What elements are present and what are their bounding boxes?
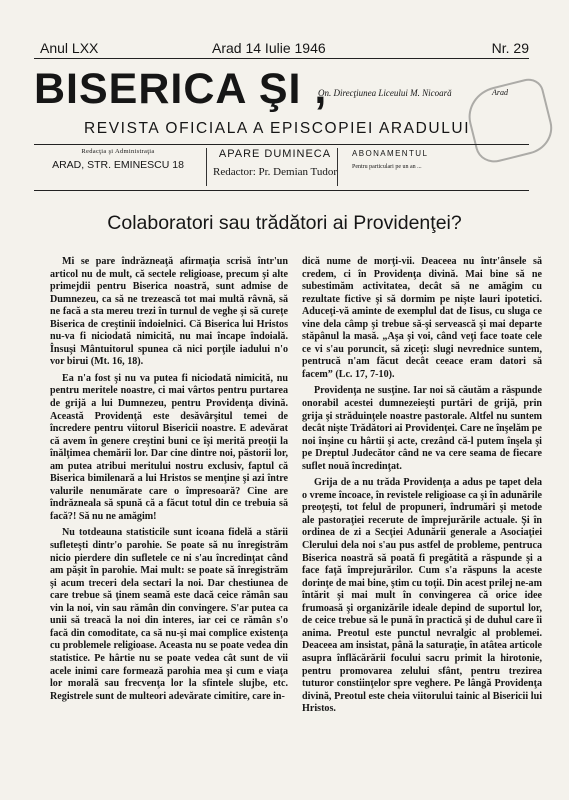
top-rule	[34, 58, 529, 59]
administration-cell	[34, 148, 202, 186]
subscription-label: ABONAMENTUL	[352, 149, 429, 158]
info-row	[34, 148, 529, 190]
paragraph: Grija de a nu trăda Providenţa a adus pe tapet dela o vreme încoace, în revistele religioase ca şi în adunările preoţeşti, tot felul de propuneri, îndrumări şi metode ale pastoraţiei recerute de împrejurările actuale. Şi în ordinea de zi a Secţiei Adunării generale a Asociaţiei Clerului dela noi s'au pus astfel de probleme, pentruca Biserica noastră să poată fi pregătită a răspunde şi a face faţă împrejurărilor. Cum s'a răspuns la aceste dorinţe de mai bine, ştim cu toţii. Din acest prilej ne-am întărit şi mai mult în convingerea că orice idee frumoasă şi organizările ideale depind de suportul lor, de ceice trebue să le pună în practică şi de duhul care îi anima. Preotul este punctul nevralgic al problemei. Deaceea am insistat, până la saturaţie, în atâtea articole asupra înflăcărării focului sacru primit la hirotonie, pentru promovarea zelului sfânt, pentru trezirea tuturor constiinţelor spre veghere. Pe lângă Providenţa divină, Preotul este cheia viitorului tainic al Bisericii lui Hristos.	[302, 477, 542, 715]
editor-text: Redactor: Pr. Demian Tudor	[213, 166, 338, 178]
administration-address: ARAD, STR. EMINESCU 18	[52, 159, 184, 171]
info-rule	[34, 190, 529, 191]
subscription-note: Pentru particulari pe un an ...	[352, 164, 422, 170]
masthead-subtitle: REVISTA OFICIALA A EPISCOPIEI ARADULUI	[84, 120, 471, 137]
volume-year: Anul LXX	[40, 40, 99, 56]
paragraph: Ea n'a fost şi nu va putea fi niciodată nimicită, nu pentru meritele noastre, ci mai vârtos pentru purtarea de grijă a lui Dumnezeu, pentru Providenţa divină. Această Providenţă este desăvârşitul temei de încredere pentru viitorul Bisericii noastre. E adevărat că avem în genere creştini buni ce îşi merită preoţii la înălţimea chemării lor. Dar cine dintre noi, păstorii lor, am putea atribui meritului nostru exclusiv, faptul că Biserica bimilenară a lui Hristos se menţine şi azi între valurile nenumărate care o împresoară? Cine are îndrăzneala să spună că a făcut totul din ce trebuia să facă?! Să nu ne amăgim!	[50, 372, 288, 522]
subscription-cell	[352, 148, 528, 186]
masthead-rule	[34, 144, 529, 145]
administration-label: Redacţia şi Administraţia	[81, 148, 155, 155]
article-column-right	[302, 256, 542, 720]
ownership-city: Arad	[492, 88, 508, 97]
paragraph: Providenţa ne susţine. Iar noi să căutăm a răspunde onorabil acestei dumnezeieşti purtări de grijă, prin grija şi străduinţele noastre pastorale. Altfel nu suntem decât nişte Trădători ai Providenţei. Care ne înşelăm pe noi înşine cu hârtii şi acte, crezând că-l putem înşela şi pe Dreptul Judecător când ne va cere seama de fiecare suflet nouă încredinţat.	[302, 385, 542, 472]
paragraph: dică nume de morţi-vii. Deaceea nu într'ânsele să credem, ci în Providenţa divină. Mai bine să ne subestimăm activitatea, decât să ne amăgim cu rezultate fictive şi să dormim pe nişte lauri ipotetici. Aduceţi-vă aminte de exemplul dat de Iisus, cu sluga ce vine dela câmp şi trebue să-şi servească şi mai departe stăpânul la masă. „Aşa şi voi, când veţi face toate cele ce vi s'au poruncit, să ziceţi: slugi nevrednice suntem, pentrucă n'am făcut decât ceeace eram datori să facem” (Lc. 17, 7-10).	[302, 256, 542, 380]
publication-cell	[206, 148, 338, 186]
article-title: Colaboratori sau trădători ai Providenţei?	[107, 212, 462, 234]
paragraph: Nu totdeauna statisticile sunt icoana fidelă a stării sufleteşti dintr'o parohie. Se poate să nu înregistrăm nicio pierdere din sufletele ce ni s'au încredinţat când am păşit în parohie. Mai mult: se poate să înregistrăm şi acum treceri dela sectari la noi. Dar chestiunea de care trebue să ţinem seamă este dacă ceice rămân sau vin la noi, vin sau rămân din convingere. S'ar putea ca unii să treacă la noi din interes, iar cei ce rămân s'o facă din comoditate, ca să nu-şi mai complice existenţa cu problemele religioase. Aceasta nu se poate vedea din statistice. Pe hârtie nu se poate vedea cât sunt de vii acele inimi care formează parohia mea şi cum e viaţa lor morală sau frecvenţa lor la sfintele slujbe, etc. Registrele sunt de multeori adevărate cimitire, care in-	[50, 527, 288, 702]
ownership-note: On. Direcţiunea Liceului M. Nicoară	[318, 88, 452, 98]
issue-number: Nr. 29	[491, 40, 529, 56]
issue-line	[40, 40, 529, 58]
appears-text: APARE DUMINECA	[218, 148, 332, 160]
article-column-left	[50, 256, 288, 707]
place-date: Arad 14 Iulie 1946	[212, 40, 326, 56]
masthead-title: BISERICA ŞI ,	[34, 65, 328, 113]
paragraph: Mi se pare îndrăzneaţă afirmaţia scrisă într'un articol nu de mult, că sectele religioase, precum şi alte primejdii pentru Biserica noastră, sunt admise de Dumnezeu, ca să ne trezească tot mai multă râvnă, să ne facă a sta mereu trezi în turnul de veghe şi să curețe Biserica de creştinii îndoielnici. Că Biserica lui Hristos nu-va fi niciodată nimicită, nu mai încape îndoială. Însuşi Mântuitorul spunea că nici porţile iadului n'o vor birui (Mt. 16, 18).	[50, 256, 288, 368]
